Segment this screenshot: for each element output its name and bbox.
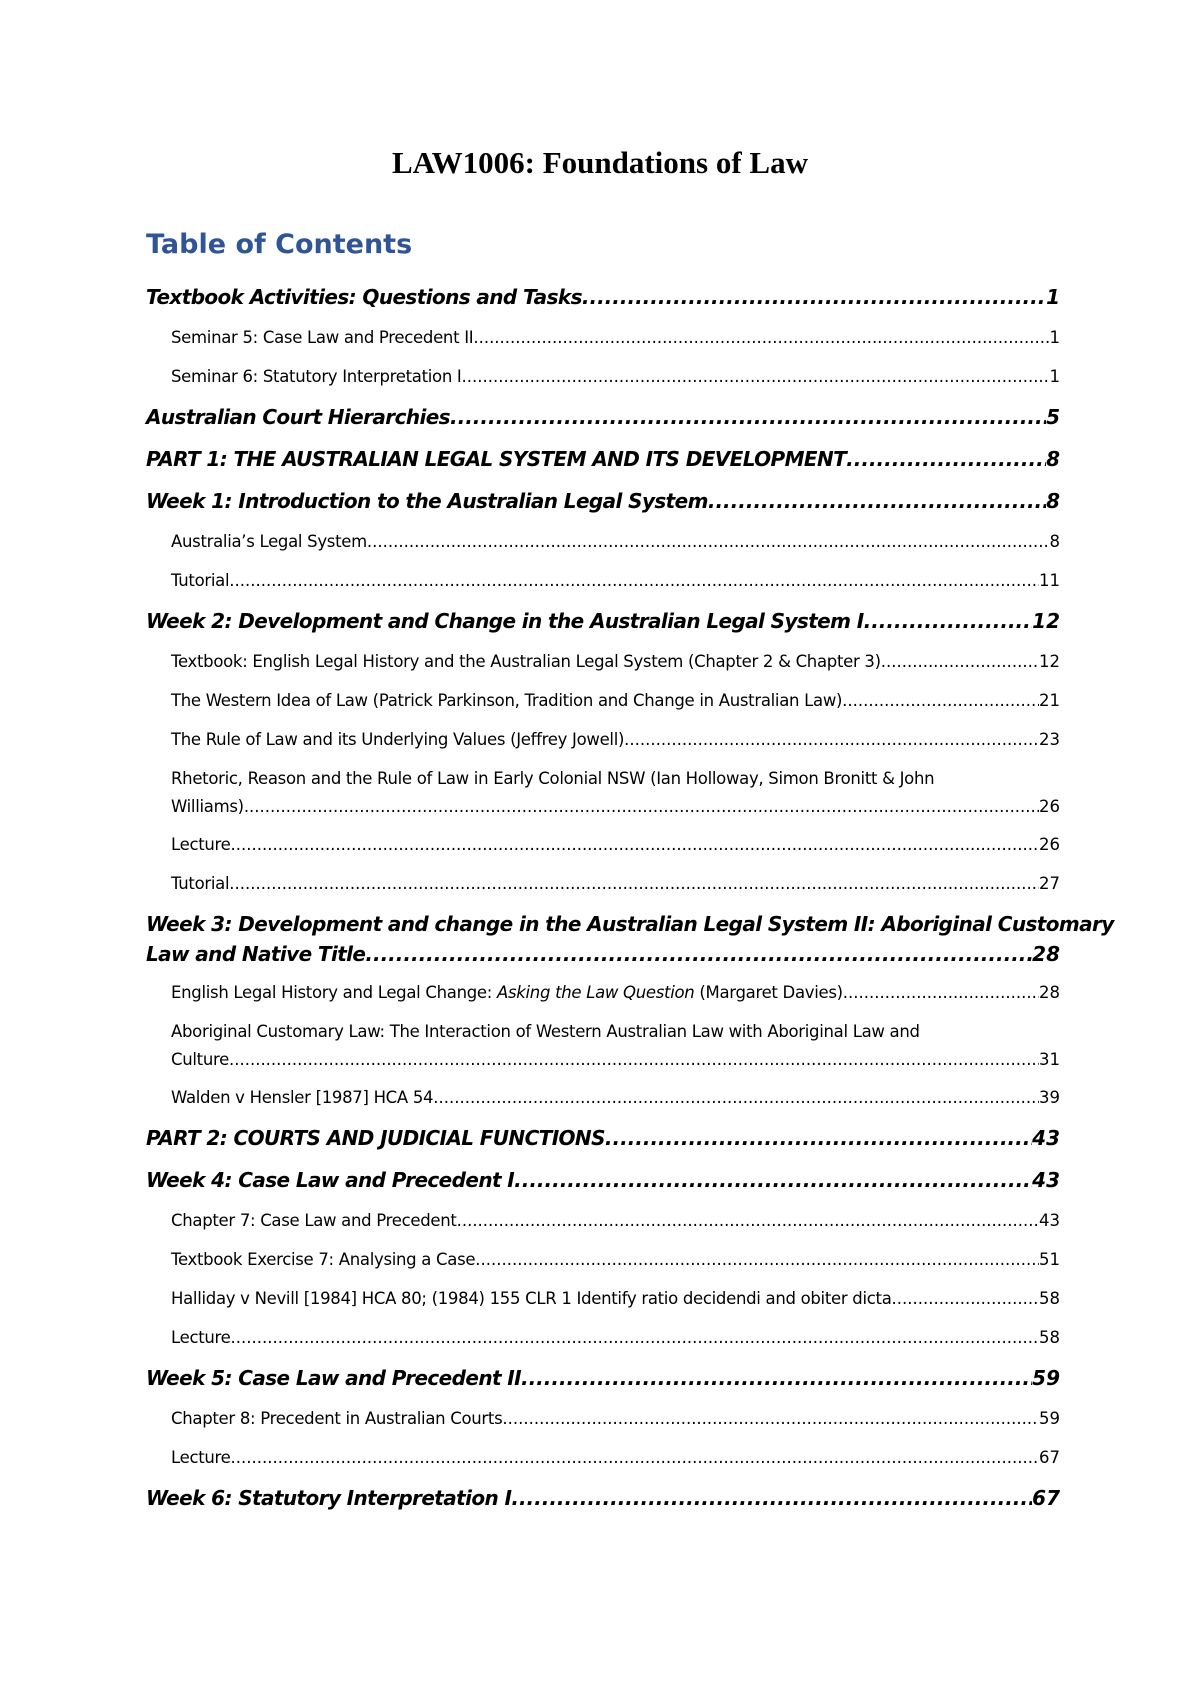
- toc-entry-week-4[interactable]: [146, 1165, 1060, 1195]
- toc-entry-label-line-2: Law and Native Title: [146, 942, 366, 966]
- toc-page-number: 8: [1046, 447, 1060, 471]
- toc-entry-label: PART 1: THE AUSTRALIAN LEGAL SYSTEM AND ITS DEVELOPMENT: [146, 447, 847, 471]
- toc-page-number: 5: [1046, 405, 1060, 429]
- dot-leader: [231, 1444, 1039, 1472]
- toc-entry-label: Lecture: [171, 1448, 231, 1467]
- dot-leader: [229, 567, 1039, 595]
- toc-entry-court-hierarchies[interactable]: [146, 402, 1060, 432]
- toc-entry-label-post: (Margaret Davies): [694, 983, 843, 1002]
- dot-leader: [864, 606, 1033, 636]
- dot-leader: [473, 324, 1049, 352]
- toc-page-number: 1: [1046, 285, 1060, 309]
- toc-entry-chapter-8[interactable]: [146, 1405, 1060, 1433]
- toc-entry-label: Seminar 6: Statutory Interpretation I: [171, 367, 462, 386]
- toc-page-number: 39: [1039, 1088, 1060, 1107]
- toc-entry-label: Tutorial: [171, 571, 230, 590]
- toc-entry-label-line-1: Aboriginal Customary Law: The Interaction of Western Australian Law with Aboriginal Law and: [171, 1022, 920, 1041]
- dot-leader: [881, 648, 1039, 676]
- toc-page-number: 59: [1032, 1366, 1060, 1390]
- toc-entry-label: Lecture: [171, 835, 231, 854]
- toc-page-number: 12: [1039, 652, 1060, 671]
- toc-entry-label: Textbook Activities: Questions and Tasks: [146, 285, 582, 309]
- dot-leader: [475, 1246, 1039, 1274]
- toc-entry-lecture-week-5[interactable]: [146, 1444, 1060, 1472]
- toc-entry-rule-of-law-values[interactable]: [146, 726, 1060, 754]
- toc-page-number: 67: [1032, 1486, 1060, 1510]
- toc-entry-australias-legal-system[interactable]: [146, 528, 1060, 556]
- toc-entry-label: Chapter 8: Precedent in Australian Courts: [171, 1409, 503, 1428]
- toc-heading: Table of Contents: [146, 229, 413, 260]
- toc-page-number: 8: [1046, 489, 1060, 513]
- toc-entry-tutorial-week-1[interactable]: [146, 567, 1060, 595]
- toc-entry-label: Halliday v Nevill [1984] HCA 80; (1984) 155 CLR 1 Identify ratio decidendi and obiter dicta: [171, 1289, 892, 1308]
- dot-leader: [244, 793, 1039, 821]
- toc-entry-walden-v-hensler[interactable]: [146, 1084, 1060, 1112]
- toc-entry-label: The Rule of Law and its Underlying Values (Jeffrey Jowell): [171, 730, 625, 749]
- toc-entry-label-line-2: Culture: [171, 1050, 229, 1069]
- toc-entry-seminar-6[interactable]: [146, 363, 1060, 391]
- dot-leader: [514, 1165, 1032, 1195]
- toc-page-number: 43: [1032, 1126, 1060, 1150]
- toc-entry-label: Week 6: Statutory Interpretation I: [146, 1486, 512, 1510]
- dot-leader: [367, 528, 1050, 556]
- toc-entry-week-2[interactable]: [146, 606, 1060, 636]
- toc-entry-part-2[interactable]: [146, 1123, 1060, 1153]
- toc-entry-part-1[interactable]: [146, 444, 1060, 474]
- toc-page-number: 8: [1049, 532, 1060, 551]
- dot-leader: [843, 979, 1039, 1007]
- toc-page-number: 26: [1039, 797, 1060, 816]
- toc-page-number: 28: [1039, 983, 1060, 1002]
- toc-entry-week-1[interactable]: [146, 486, 1060, 516]
- toc-entry-lecture-week-2[interactable]: [146, 831, 1060, 859]
- toc-entry-label: Tutorial: [171, 874, 230, 893]
- toc-entry-label-pre: English Legal History and Legal Change:: [171, 983, 497, 1002]
- toc-page-number: 43: [1032, 1168, 1060, 1192]
- toc-entry-western-idea-of-law[interactable]: [146, 687, 1060, 715]
- toc-entry-lecture-week-4[interactable]: [146, 1324, 1060, 1352]
- toc-entry-seminar-5[interactable]: [146, 324, 1060, 352]
- toc-entry-label: Seminar 5: Case Law and Precedent II: [171, 328, 474, 347]
- toc-entry-label: Textbook: English Legal History and the Australian Legal System (Chapter 2 & Chapter 3): [171, 652, 881, 671]
- toc-entry-week-6[interactable]: [146, 1483, 1060, 1513]
- toc-entry-textbook-activities[interactable]: [146, 282, 1060, 312]
- toc-entry-label-line-1: Week 3: Development and change in the Australian Legal System II: Aboriginal Customary: [146, 912, 1114, 936]
- table-of-contents: [146, 282, 1114, 1525]
- toc-entry-label: Lecture: [171, 1328, 231, 1347]
- toc-entry-label: PART 2: COURTS AND JUDICIAL FUNCTIONS: [146, 1126, 605, 1150]
- toc-entry-rhetoric-reason[interactable]: [146, 765, 1060, 821]
- toc-entry-label: Textbook Exercise 7: Analysing a Case: [171, 1250, 476, 1269]
- dot-leader: [708, 486, 1046, 516]
- toc-entry-aboriginal-customary-law[interactable]: [146, 1018, 1060, 1074]
- toc-entry-textbook-exercise-7[interactable]: [146, 1246, 1060, 1274]
- toc-page-number: 59: [1039, 1409, 1060, 1428]
- toc-entry-label-italic: Asking the Law Question: [496, 983, 695, 1002]
- toc-entry-label: Walden v Hensler [1987] HCA 54: [171, 1088, 434, 1107]
- toc-page-number: 1: [1049, 328, 1060, 347]
- toc-entry-week-3[interactable]: [146, 909, 1114, 969]
- toc-entry-tutorial-week-2[interactable]: [146, 870, 1060, 898]
- toc-page-number: 21: [1039, 691, 1060, 710]
- toc-page-number: 11: [1039, 571, 1060, 590]
- dot-leader: [502, 1405, 1039, 1433]
- toc-page-number: 1: [1049, 367, 1060, 386]
- toc-entry-label: Australia’s Legal System: [171, 532, 367, 551]
- toc-entry-label-line-2: Williams): [171, 797, 244, 816]
- toc-entry-label: Australian Court Hierarchies: [146, 405, 450, 429]
- toc-entry-english-legal-history-davies[interactable]: [146, 979, 1060, 1007]
- toc-page-number: 26: [1039, 835, 1060, 854]
- dot-leader: [231, 1324, 1039, 1352]
- dot-leader: [450, 402, 1046, 432]
- toc-entry-label: Week 1: Introduction to the Australian Legal System: [146, 489, 708, 513]
- dot-leader: [892, 1285, 1039, 1313]
- toc-entry-label-line-1: Rhetoric, Reason and the Rule of Law in Early Colonial NSW (Ian Holloway, Simon Bronitt & John: [171, 769, 935, 788]
- toc-page-number: 58: [1039, 1289, 1060, 1308]
- toc-page-number: 58: [1039, 1328, 1060, 1347]
- toc-entry-label: Week 4: Case Law and Precedent I: [146, 1168, 515, 1192]
- toc-page-number: 51: [1039, 1250, 1060, 1269]
- toc-page-number: 23: [1039, 730, 1060, 749]
- dot-leader: [433, 1084, 1039, 1112]
- dot-leader: [605, 1123, 1032, 1153]
- dot-leader: [842, 687, 1039, 715]
- toc-page-number: 27: [1039, 874, 1060, 893]
- toc-entry-label: Week 2: Development and Change in the Australian Legal System I: [146, 609, 864, 633]
- toc-page-number: 12: [1032, 609, 1060, 633]
- dot-leader: [521, 1363, 1032, 1393]
- dot-leader: [365, 939, 1032, 969]
- dot-leader: [624, 726, 1039, 754]
- toc-entry-label: [171, 979, 843, 1007]
- toc-entry-textbook-english-legal-history[interactable]: [146, 648, 1060, 676]
- toc-entry-week-5[interactable]: [146, 1363, 1060, 1393]
- toc-page-number: 67: [1039, 1448, 1060, 1467]
- toc-entry-label: The Western Idea of Law (Patrick Parkinson, Tradition and Change in Australian Law): [171, 691, 843, 710]
- toc-page-number: 31: [1039, 1050, 1060, 1069]
- dot-leader: [582, 282, 1046, 312]
- toc-page-number: 43: [1039, 1211, 1060, 1230]
- dot-leader: [457, 1207, 1039, 1235]
- dot-leader: [229, 870, 1039, 898]
- toc-entry-label: Week 5: Case Law and Precedent II: [146, 1366, 521, 1390]
- document-title: LAW1006: Foundations of Law: [392, 145, 808, 180]
- toc-page-number: 28: [1032, 942, 1060, 966]
- dot-leader: [462, 363, 1050, 391]
- dot-leader: [511, 1483, 1032, 1513]
- dot-leader: [846, 444, 1046, 474]
- toc-entry-chapter-7[interactable]: [146, 1207, 1060, 1235]
- dot-leader: [231, 831, 1039, 859]
- toc-entry-halliday-v-nevill[interactable]: [146, 1285, 1060, 1313]
- toc-entry-label: Chapter 7: Case Law and Precedent: [171, 1211, 457, 1230]
- dot-leader: [229, 1046, 1039, 1074]
